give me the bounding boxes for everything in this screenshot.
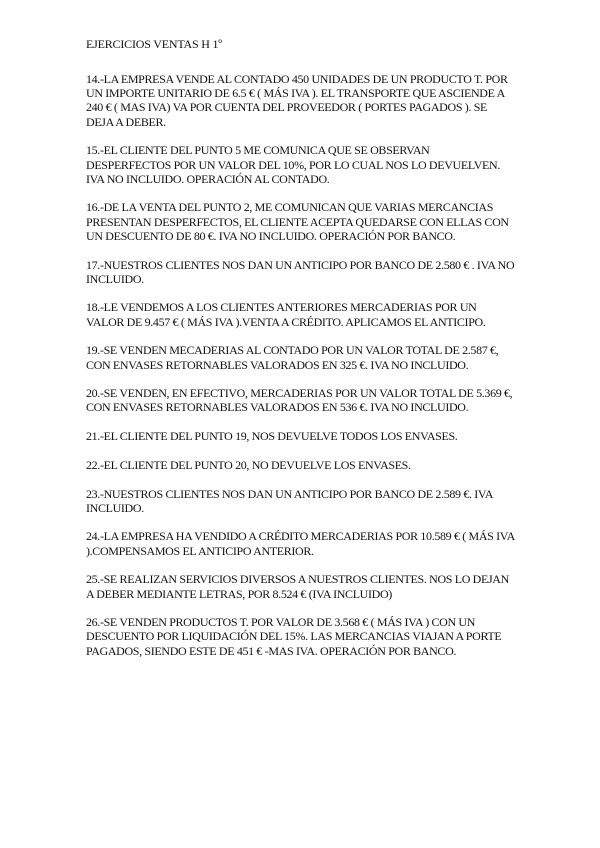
exercise-19: 19.-SE VENDEN MECADERIAS AL CONTADO POR UN VALOR TOTAL DE 2.587 €, CON ENVASES RETORNABLES VALORADOS EN 325 €. IVA NO INCLUIDO.	[86, 343, 499, 372]
exercise-14: 14.-LA EMPRESA VENDE AL CONTADO 450 UNIDADES DE UN PRODUCTO T. POR UN IMPORTE UNITARIO DE 6.5 € ( MÁS IVA ). EL TRANSPORTE QUE ASCIENDE A 240 € ( MAS IVA) VA POR CUENTA DEL PROVEEDOR ( PORTES PAGADOS ). SE DEJA A DEBER.	[86, 72, 508, 129]
exercise-23: 23.-NUESTROS CLIENTES NOS DAN UN ANTICIPO POR BANCO DE 2.589 €. IVA INCLUIDO.	[86, 486, 493, 515]
exercise-24: 24.-LA EMPRESA HA VENDIDO A CRÉDITO MERCADERIAS POR 10.589 € ( MÁS IVA ).COMPENSAMOS EL ANTICIPO ANTERIOR.	[86, 529, 515, 558]
document-title: EJERCICIOS VENTAS H 1º	[86, 37, 222, 51]
exercise-16: 16.-DE LA VENTA DEL PUNTO 2, ME COMUNICAN QUE VARIAS MERCANCIAS PRESENTAN DESPERFECTOS, EL CLIENTE ACEPTA QUEDARSE CON ELLAS CON UN DESCUENTO DE 80 €. IVA NO INCLUIDO. OPERACIÓN POR BANCO.	[86, 200, 509, 243]
exercise-21: 21.-EL CLIENTE DEL PUNTO 19, NOS DEVUELVE TODOS LOS ENVASES.	[86, 429, 458, 444]
exercise-15: 15.-EL CLIENTE DEL PUNTO 5 ME COMUNICA QUE SE OBSERVAN DESPERFECTOS POR UN VALOR DEL 10%, POR LO CUAL NOS LO DEVUELVEN. IVA NO INCLUIDO. OPERACIÓN AL CONTADO.	[86, 143, 500, 186]
exercise-22: 22.-EL CLIENTE DEL PUNTO 20, NO DEVUELVE LOS ENVASES.	[86, 457, 411, 472]
exercise-20: 20.-SE VENDEN, EN EFECTIVO, MERCADERIAS POR UN VALOR TOTAL DE 5.369 €, CON ENVASES RETORNABLES VALORADOS EN 536 €. IVA NO INCLUIDO.	[86, 386, 513, 415]
exercise-26: 26.-SE VENDEN PRODUCTOS T. POR VALOR DE 3.568 € ( MÁS IVA ) CON UN DESCUENTO POR LIQUIDACIÓN DEL 15%. LAS MERCANCIAS VIAJAN A PORTE PAGADOS, SIENDO ESTE DE 451 € -MAS IVA. OPERACIÓN POR BANCO.	[86, 615, 502, 658]
exercise-18: 18.-LE VENDEMOS A LOS CLIENTES ANTERIORES MERCADERIAS POR UN VALOR DE 9.457 € ( MÁS IVA ).VENTA A CRÉDITO. APLICAMOS EL ANTICIPO.	[86, 300, 486, 329]
exercise-17: 17.-NUESTROS CLIENTES NOS DAN UN ANTICIPO POR BANCO DE 2.580 € . IVA NO INCLUIDO.	[86, 257, 515, 286]
exercise-list	[86, 72, 516, 672]
exercise-25: 25.-SE REALIZAN SERVICIOS DIVERSOS A NUESTROS CLIENTES. NOS LO DEJAN A DEBER MEDIANTE LETRAS, POR 8.524 € (IVA INCLUIDO)	[86, 572, 509, 601]
